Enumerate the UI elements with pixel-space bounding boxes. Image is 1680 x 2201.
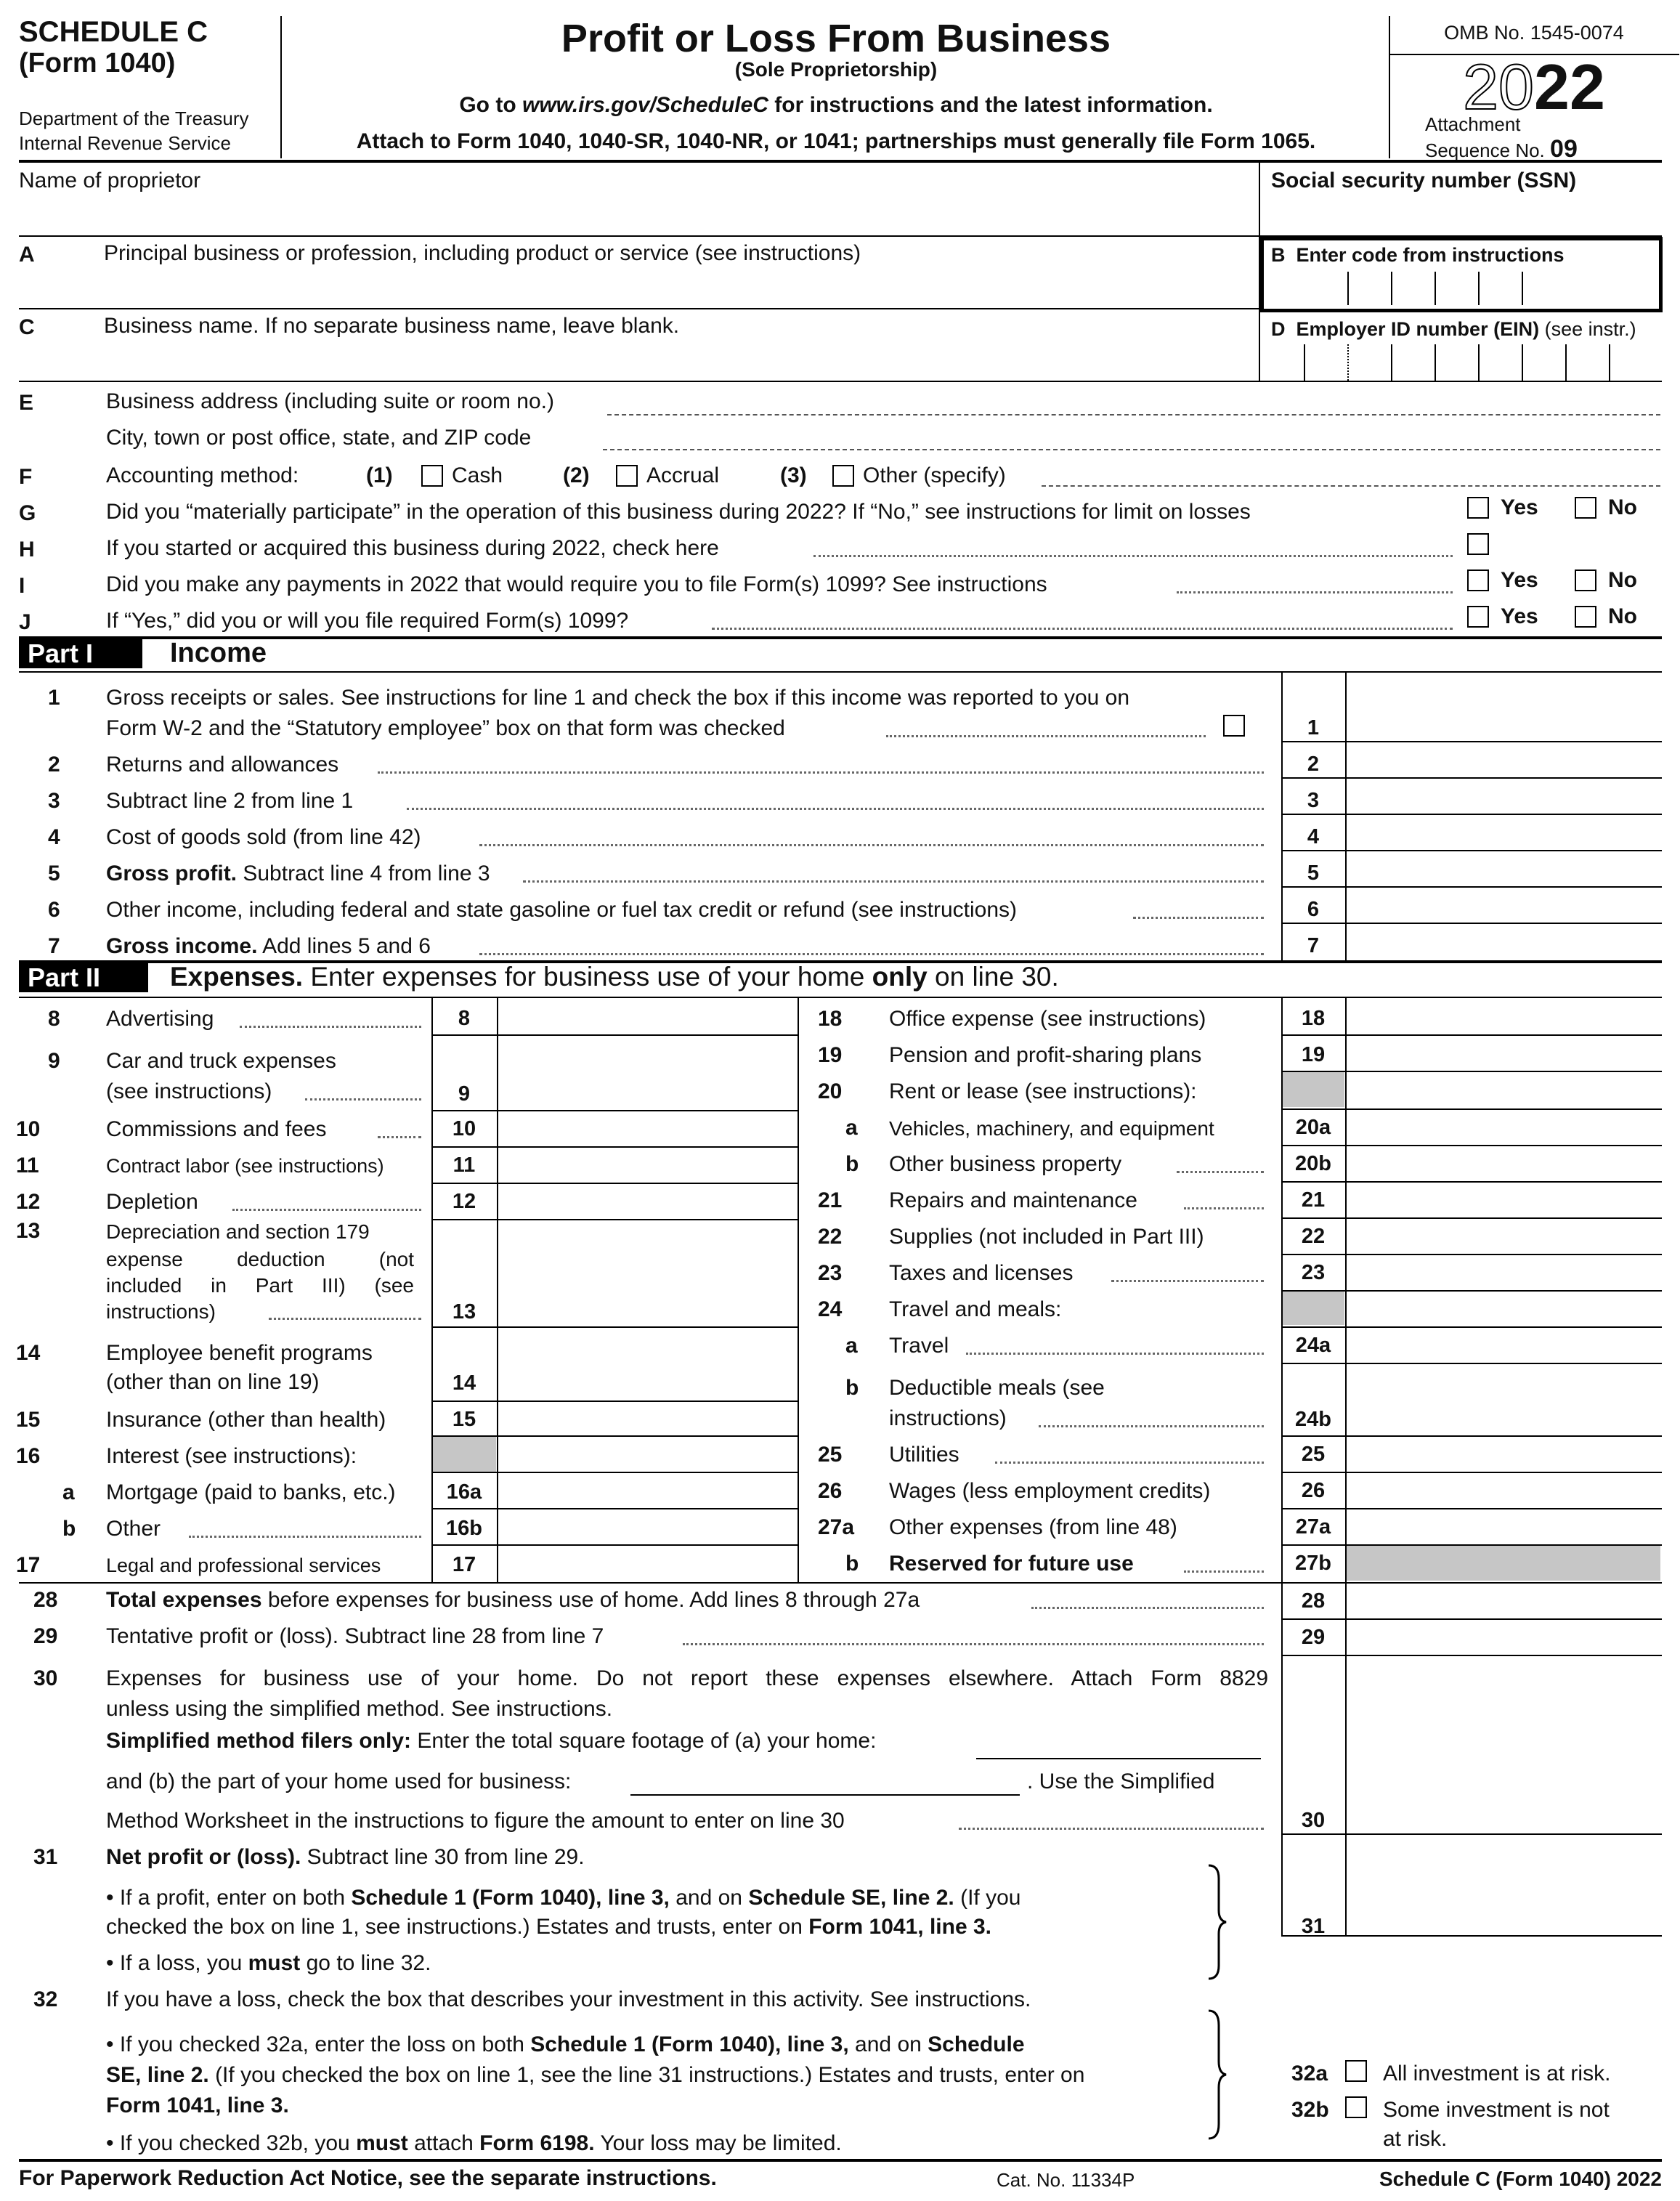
part-2-label: Part II (19, 963, 148, 992)
line-f-letter: F (19, 465, 33, 489)
line-20a-text: Vehicles, machinery, and equipment (889, 1117, 1214, 1140)
home-sqft-field[interactable] (976, 1758, 1261, 1759)
line-24a-amount-field[interactable] (1348, 1328, 1660, 1361)
cash-label: Cash (452, 463, 503, 487)
line-g-text: Did you “materially participate” in the operation of this business during 2022? If “No,” see instructions for limit on losses (106, 500, 1251, 524)
line-1-text: Gross receipts or sales. See instructions for line 1 and check the box if this income was reported to you on (106, 686, 1130, 710)
instructions-link-line: Go to www.irs.gov/ScheduleC for instructions and the latest information. (459, 93, 1213, 117)
line-26-amount-field[interactable] (1348, 1473, 1660, 1507)
line-21-amount-field[interactable] (1348, 1183, 1660, 1216)
line-h-text: If you started or acquired this business during 2022, check here (106, 536, 719, 560)
i-no-checkbox[interactable] (1575, 569, 1596, 591)
line-18-amount-field[interactable] (1348, 1000, 1660, 1033)
line-9-amount-field[interactable] (500, 1037, 795, 1108)
line-16-text: Interest (see instructions): (106, 1444, 357, 1468)
some-at-risk-label: Some investment is not (1383, 2098, 1610, 2122)
all-at-risk-checkbox[interactable] (1345, 2060, 1367, 2082)
line-2-text: Returns and allowances (106, 753, 339, 777)
accrual-checkbox[interactable] (616, 465, 638, 487)
line-24b-text: Deductible meals (see (889, 1376, 1105, 1400)
other-method-field[interactable] (1042, 485, 1660, 487)
line-19-amount-field[interactable] (1348, 1036, 1660, 1069)
line-16a-text: Mortgage (paid to banks, etc.) (106, 1480, 396, 1504)
footer-notice: For Paperwork Reduction Act Notice, see the separate instructions. (19, 2166, 717, 2190)
line-23-amount-field[interactable] (1348, 1255, 1660, 1289)
some-at-risk-checkbox[interactable] (1345, 2096, 1367, 2118)
line-29-text: Tentative profit or (loss). Subtract line 28 from line 7 (106, 1624, 604, 1648)
line-20-text: Rent or lease (see instructions): (889, 1079, 1197, 1103)
irs-url-link[interactable]: www.irs.gov/ScheduleC (522, 93, 768, 117)
brace-32 (1206, 2009, 1227, 2140)
sequence-label: Sequence No. 09 (1425, 135, 1578, 163)
part-1-title: Income (170, 638, 267, 668)
form-title: Profit or Loss From Business (561, 17, 1111, 60)
form-number: (Form 1040) (19, 48, 176, 78)
line-16b-amount-field[interactable] (500, 1511, 795, 1543)
line-29-amount-field[interactable] (1348, 1620, 1660, 1653)
line-28-text: Total expenses before expenses for business use of home. Add lines 8 through 27a (106, 1588, 920, 1612)
line-j-text: If “Yes,” did you or will you file required Form(s) 1099? (106, 609, 629, 633)
line-20a-amount-field[interactable] (1348, 1110, 1660, 1143)
line-3-text: Subtract line 2 from line 1 (106, 789, 354, 813)
line-31-amount-field[interactable] (1348, 1836, 1660, 1934)
line-22-amount-field[interactable] (1348, 1219, 1660, 1252)
brace-31 (1206, 1864, 1227, 1980)
city-state-zip-label: City, town or post office, state, and ZIP code (106, 426, 532, 450)
line-20b-text: Other business property (889, 1152, 1122, 1176)
line-11-text: Contract labor (see instructions) (106, 1155, 384, 1177)
line-9-text: Car and truck expenses (106, 1049, 336, 1073)
form-subtitle: (Sole Proprietorship) (734, 58, 938, 81)
line-d-label: D Employer ID number (EIN) (see instr.) (1271, 318, 1636, 340)
line-13-amount-field[interactable] (500, 1220, 795, 1325)
schedule-title: SCHEDULE C (19, 16, 208, 48)
omb-number: OMB No. 1545-0074 (1444, 22, 1624, 44)
cash-checkbox[interactable] (421, 465, 443, 487)
catalog-number: Cat. No. 11334P (997, 2169, 1135, 2191)
line-10-amount-field[interactable] (500, 1111, 795, 1145)
line-12-text: Depletion (106, 1190, 198, 1214)
ssn-label: Social security number (SSN) (1271, 169, 1577, 192)
line-24b-amount-field[interactable] (1348, 1364, 1660, 1434)
line-30-amount-field[interactable] (1348, 1658, 1660, 1832)
line-7-amount-field[interactable] (1348, 924, 1660, 957)
line-h-letter: H (19, 538, 35, 562)
g-yes-checkbox[interactable] (1467, 497, 1489, 519)
ssn-field[interactable] (1267, 196, 1660, 232)
other-method-checkbox[interactable] (832, 465, 854, 487)
business-code-label: Enter code from instructions (1296, 244, 1565, 266)
line-26-text: Wages (less employment credits) (889, 1479, 1211, 1503)
ein-field[interactable] (1260, 344, 1660, 381)
principal-business-field[interactable] (104, 270, 1251, 299)
line-27b-text: Reserved for future use (889, 1552, 1134, 1576)
line-12-amount-field[interactable] (500, 1184, 795, 1217)
business-address-label: Business address (including suite or room no.) (106, 389, 554, 413)
line-b-letter: B Enter code from instructions (1271, 244, 1565, 266)
business-name-field[interactable] (104, 343, 1251, 375)
all-at-risk-label: All investment is at risk. (1383, 2062, 1611, 2086)
business-address-field[interactable] (607, 414, 1660, 416)
i-yes-checkbox[interactable] (1467, 569, 1489, 591)
business-code-field[interactable] (1347, 272, 1525, 305)
line-j-letter: J (19, 610, 31, 634)
line-25-amount-field[interactable] (1348, 1437, 1660, 1470)
line-g-letter: G (19, 501, 36, 525)
line-16a-amount-field[interactable] (500, 1475, 795, 1507)
line-19-text: Pension and profit-sharing plans (889, 1043, 1202, 1067)
line-20b-amount-field[interactable] (1348, 1146, 1660, 1180)
footer-form-id: Schedule C (Form 1040) 2022 (1379, 2168, 1662, 2190)
accounting-method-label: Accounting method: (106, 463, 299, 487)
line-16b-text: Other (106, 1517, 161, 1541)
line-11-amount-field[interactable] (500, 1148, 795, 1181)
line-30-text: Expenses for business use of your home. Do not report these expenses elsewhere. Attach Form 8829 (106, 1666, 1268, 1690)
city-state-zip-field[interactable] (603, 449, 1660, 450)
line-5-text: Gross profit. Subtract line 4 from line 3 (106, 862, 490, 885)
line-c-label: Business name. If no separate business name, leave blank. (104, 314, 680, 338)
tax-year: 2022 (1463, 51, 1605, 123)
proprietor-name-field[interactable] (19, 196, 1254, 232)
line-a-letter: A (19, 243, 35, 267)
line-2-amount-field[interactable] (1348, 742, 1660, 776)
line-c-letter: C (19, 315, 35, 339)
attachment-label: Attachment (1425, 113, 1521, 135)
proprietor-name-label: Name of proprietor (19, 169, 201, 192)
line-18-text: Office expense (see instructions) (889, 1007, 1206, 1031)
line-25-text: Utilities (889, 1443, 959, 1467)
line-31-text: Net profit or (loss). Subtract line 30 from line 29. (106, 1845, 585, 1869)
line-7-text: Gross income. Add lines 5 and 6 (106, 934, 431, 958)
line-17-text: Legal and professional services (106, 1555, 381, 1576)
line-5-amount-field[interactable] (1348, 851, 1660, 885)
dept-treasury: Department of the Treasury (19, 108, 249, 129)
line-17-amount-field[interactable] (500, 1547, 795, 1579)
h-started-checkbox[interactable] (1467, 533, 1489, 555)
line-4-text: Cost of goods sold (from line 42) (106, 825, 421, 849)
line-21-text: Repairs and maintenance (889, 1188, 1137, 1212)
accrual-label: Accrual (646, 463, 720, 487)
line-24a-text: Travel (889, 1334, 949, 1358)
line-22-text: Supplies (not included in Part III) (889, 1225, 1204, 1249)
line-3-amount-field[interactable] (1348, 779, 1660, 812)
line-8-amount-field[interactable] (500, 1000, 795, 1033)
part-1-label: Part I (19, 639, 142, 668)
g-no-checkbox[interactable] (1575, 497, 1596, 519)
line-24-text: Travel and meals: (889, 1297, 1062, 1321)
part-2-title: Expenses. Enter expenses for business use of your home only on line 30. (170, 962, 1059, 992)
line-i-letter: I (19, 574, 25, 598)
statutory-employee-checkbox[interactable] (1223, 715, 1245, 737)
line-1-amount-field[interactable] (1348, 674, 1660, 739)
line-4-amount-field[interactable] (1348, 815, 1660, 848)
line-13-text: Depreciation and section 179 (106, 1220, 370, 1243)
line-27a-text: Other expenses (from line 48) (889, 1515, 1177, 1539)
line-6-amount-field[interactable] (1348, 888, 1660, 921)
line-14-amount-field[interactable] (500, 1329, 795, 1399)
line-e-letter: E (19, 391, 34, 415)
business-sqft-field[interactable] (630, 1794, 1020, 1796)
irs-label: Internal Revenue Service (19, 132, 231, 154)
line-10-text: Commissions and fees (106, 1117, 327, 1141)
line-32-text: If you have a loss, check the box that describes your investment in this activity. See instructions. (106, 1987, 1031, 2011)
line-28-amount-field[interactable] (1348, 1584, 1660, 1617)
line-14-text: Employee benefit programs (106, 1341, 373, 1365)
j-yes-checkbox[interactable] (1467, 606, 1489, 628)
line-15-amount-field[interactable] (500, 1402, 795, 1434)
line-15-text: Insurance (other than health) (106, 1408, 386, 1432)
line-23-text: Taxes and licenses (889, 1261, 1074, 1285)
j-no-checkbox[interactable] (1575, 606, 1596, 628)
attach-note: Attach to Form 1040, 1040-SR, 1040-NR, or 1041; partnerships must generally file Form 1065. (356, 129, 1316, 153)
other-specify-label: Other (specify) (863, 463, 1006, 487)
line-27a-amount-field[interactable] (1348, 1509, 1660, 1543)
line-a-label: Principal business or profession, including product or service (see instructions) (104, 241, 861, 265)
line-6-text: Other income, including federal and state gasoline or fuel tax credit or refund (see instructions) (106, 898, 1017, 922)
line-8-text: Advertising (106, 1007, 214, 1031)
schedule-c-form: SCHEDULE C (Form 1040) Department of the Treasury Internal Revenue Service Profit or Loss From Business (Sole Proprietorship) Go to www.irs.gov/ScheduleC for instructions and the latest information. Attach to Form 1040, 1040-SR, 1040-NR, or 1041; partnerships must generally file Form 1065. OMB No. 1545-0074 2022 Attachment Sequence No. 09 Name of proprietor Social security number (SSN) A Principal business or profession, including product or service (see instructions) B Enter code from instructions C Business name. If no separate business name, leave blank. D Employer ID number (EIN) (see instr.) E Business address (including suite or room no.) City, town or post office, state, and ZIP code F Accounting method: (1) Cash (2) Accrual (3) Other (specify) G Did you “materially participate” in the operation of this business during 2022? If “No,” see instructions for limit on losses Yes No H If you started or acquired this business during 2022, check here I Did you make any payments in 2022 that would require you to file Form(s) 1099? See instructions Yes No J If “Yes,” did you or will you file required Form(s) 1099? Yes No Part I Income 1 Gross receipts or sales. See instructions for line 1 and check the box if this income was reported to you on Form W-2 and the “Statutory employee” box on that form was checked 1 2 Returns and allowances 2 3 Subtract line 2 from line 1 3 4 Cost of goods sold (from line 42) 4 5 Gross profit. Subtract line 4 from line 3 5 6 Other income, including federal and state gasoline or fuel tax credit or refund (see instructions) 6 7 Gross income. Add lines 5 and 6 7 Part II Expenses. Enter expenses for business use of your home only on line 30. 8 Advertising 8 9 Car and truck expenses (see instructions) 9 10 Commissions and fees 10 11 Contract labor (see instructions) 11 12 Depletion 12 13 Depreciation and section 179 expense deduction (not included in Part III) (see instructions) 13 14 Employee benefit programs (other than on line 19) 14 15 Insurance (other than health) 15 16 Interest (see instructions): a Mortgage (paid to banks, etc.) 16a b Other 16b 17 Legal and professional services 17 18 Office expense (see instructions) 18 19 Pension and profit-sharing plans 19 20 Rent or lease (see instructions): a Vehicles, machinery, and equipment 20a b Other business property 20b 21 Repairs and maintenance 21 22 Supplies (not included in Part III) 22 23 Taxes and licenses 23 24 Travel and meals: a Travel 24a b Deductible meals (see instructions) 24b 25 Utilities 25 26 Wages (less employment credits) 26 27a Other expenses (from line 48) 27a b Reserved for future use 27b 28 Total expenses before expenses for business use of home. Add lines 8 through 27a 28 29 Tentative profit or (loss). Subtract line 28 from line 7 29 30 Expenses for business use of your home. Do not report these expenses elsewhere. Attach Form 8829 unless using the simplified method. See instructions. Simplified method filers only: Enter the total square footage of (a) your home: and (b) the part of your home used for business: . Use the Simplified Method Worksheet in the instructions to figure the amount to enter on line 30 30 31 Net profit or (loss). Subtract line 30 from line 29. • If a profit, enter on both Schedule 1 (Form 1040), line 3, and on Schedule SE, line 2. (If you checked the box on line 1, see instructions.) Estates and trusts, enter on Form 1041, line 3. • If a loss, you must go to line 32. 31 32 If you have a loss, check the box that describes your investment in this activity. See instructions. • If you checked 32a, enter the loss on both Schedule 1 (Form 1040), line 3, and on Schedule SE, line 2. (If you checked the box on line 1, see the line 31 instructions.) Estates and trusts, enter on Form 1041, line 3. • If you checked 32b, you must attach Form 6198. Your loss may be limited. 32a All investment is at risk. 32b Some investment is not at risk. For Paperwork Reduction Act Notice, see the separate instructions. Cat. No. 11334P Schedule C (Form 1040) 2022 (0, 0, 1680, 2201)
line-i-text: Did you make any payments in 2022 that would require you to file Form(s) 1099? See instructions (106, 572, 1047, 596)
